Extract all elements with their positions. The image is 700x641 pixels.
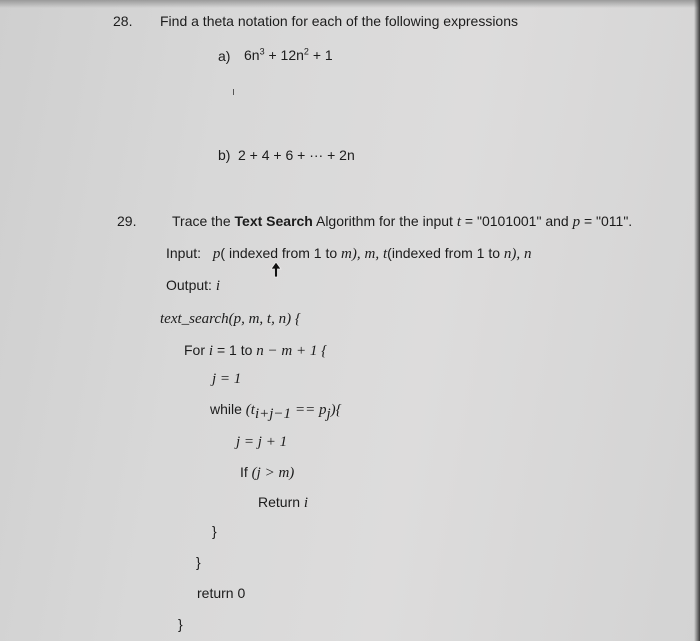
q29-while-line [210, 401, 342, 422]
q29-prompt-bold: Text Search [234, 213, 313, 229]
q29-input-n: n), [503, 246, 521, 262]
q29-for-kw: For [184, 342, 205, 358]
q29-return-line [258, 494, 308, 511]
q28-a-expression [244, 47, 333, 63]
q28-a-exp1: 3 [259, 46, 265, 57]
q28-a-tail: + 1 [312, 47, 333, 63]
q29-input-m2: m, [364, 246, 380, 262]
q28-prompt: Find a theta notation for each of the following expressions [160, 13, 518, 29]
q29-input-text1: ( indexed from 1 to [220, 245, 338, 261]
q28-b-expression: 2 + 4 + 6 + ··· + 2n [238, 147, 355, 163]
q28-a-label: a) [218, 48, 231, 64]
q29-if-cond: (j > m) [251, 465, 295, 481]
q29-for-rest-b: n − m + 1 { [256, 343, 328, 359]
q29-while-sub: i+j−1 [254, 405, 292, 422]
q29-function-signature: text_search(p, m, t, n) { [160, 311, 301, 327]
q29-return-kw: Return [258, 494, 301, 510]
q28-a-base: 6n [244, 47, 260, 63]
q29-return-i: i [303, 495, 309, 511]
q29-prompt-pre: Trace the [172, 213, 231, 229]
q29-output-line [166, 277, 220, 294]
q29-input-n2: n [524, 246, 532, 262]
q29-if-line [240, 464, 294, 481]
q29-for-line [184, 342, 327, 359]
mouse-cursor-icon [270, 262, 282, 278]
q28-b-label: b) [218, 147, 231, 163]
q29-while-sub2: j [326, 405, 331, 422]
q28-number: 28. [113, 13, 133, 29]
q29-t-eq: = [464, 213, 474, 229]
q29-prompt-post: Algorithm for the input [315, 213, 453, 229]
q28-a-exp2: 2 [303, 46, 309, 57]
q29-prompt [172, 213, 632, 230]
q28-a-mid: + 12n [268, 47, 304, 63]
q29-for-i: i [208, 343, 214, 359]
q29-close-function: } [178, 616, 183, 632]
q29-input-t: t [383, 246, 388, 262]
q29-number: 29. [117, 213, 137, 229]
paper-edge-shadow [0, 0, 700, 8]
q29-return-zero: return 0 [197, 585, 246, 601]
pen-mark [233, 89, 234, 95]
paper-edge-dark [694, 0, 700, 641]
q29-input-m: m), [341, 246, 361, 262]
q29-close-for: } [196, 554, 201, 570]
q29-p-var: p [572, 214, 581, 230]
q29-p-val: "011". [596, 213, 633, 229]
q29-while-kw: while [210, 401, 242, 417]
q29-input-p: p [212, 246, 221, 262]
q29-input-line [166, 245, 532, 262]
q29-t-val: "0101001" and [476, 213, 569, 229]
q29-j-init: j = 1 [212, 371, 242, 387]
q29-p-eq: = [583, 213, 593, 229]
q29-while-open: (t [245, 402, 255, 418]
q29-while-close: ){ [330, 402, 342, 418]
q29-input-label: Input: [166, 245, 202, 261]
q29-t-var: t [456, 214, 462, 230]
q29-if-kw: If [240, 464, 248, 480]
q29-output-i: i [215, 278, 220, 294]
q29-j-increment: j = j + 1 [236, 434, 288, 450]
q29-for-rest-a: = 1 to [216, 342, 253, 358]
q29-output-label: Output: [166, 277, 212, 293]
q29-close-while: } [212, 523, 217, 539]
q29-input-text2: (indexed from 1 to [387, 245, 501, 261]
q29-while-rest: == p [294, 402, 327, 418]
